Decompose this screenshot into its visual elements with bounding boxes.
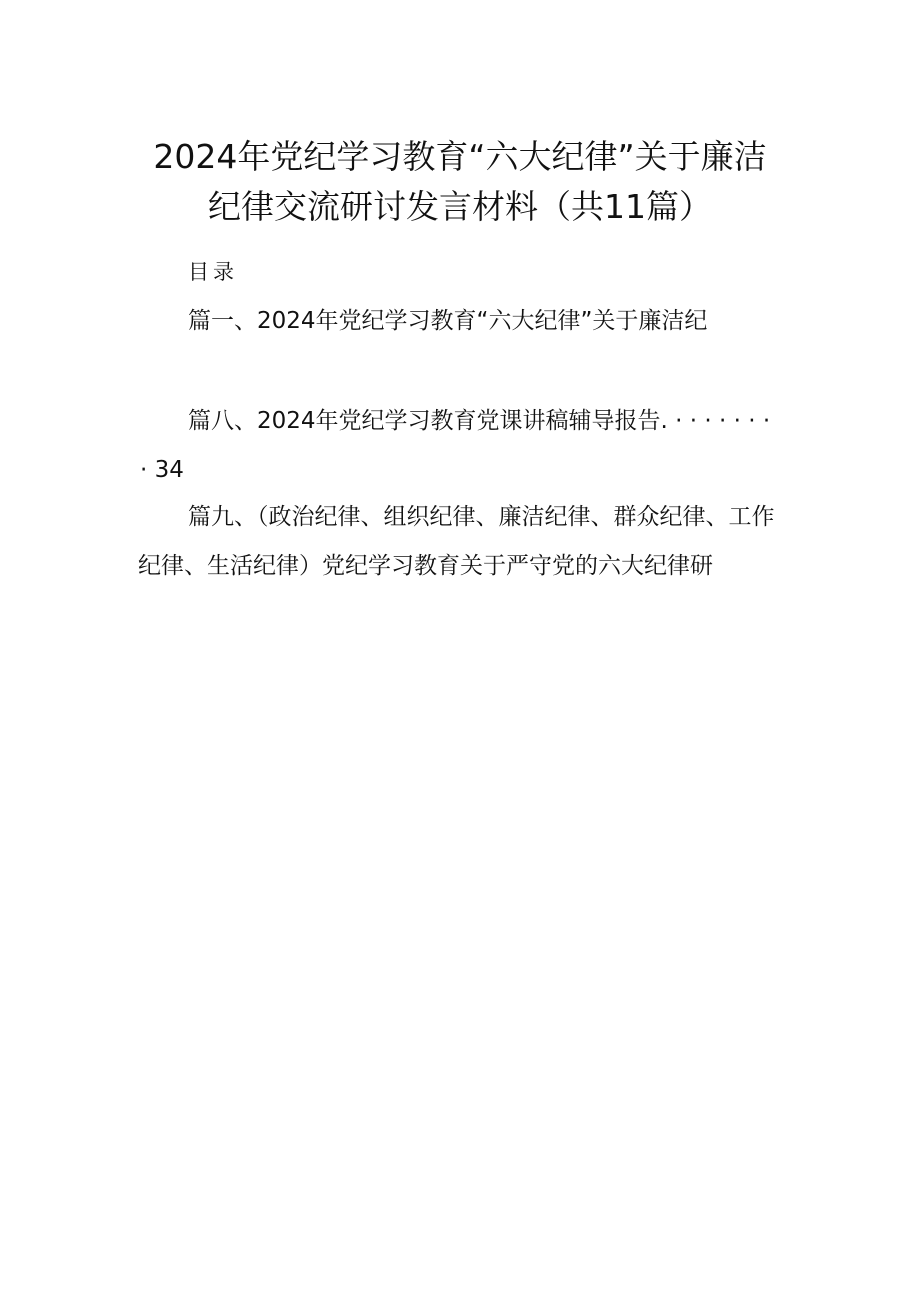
toc-entry-8: 篇八、2024年党纪学习教育党课讲稿辅导报告. · · · · · · · <box>188 408 771 434</box>
toc-entry-1: 篇一、2024年党纪学习教育“六大纪律”关于廉洁纪 <box>188 308 708 334</box>
toc-entry-8-page: · 34 <box>140 457 184 483</box>
document-title-line-1: 2024年党纪学习教育“六大纪律”关于廉洁 <box>153 137 767 176</box>
document-title-line-2: 纪律交流研讨发言材料（共11篇） <box>208 187 712 226</box>
toc-entry-9-continuation: 纪律、生活纪律）党纪学习教育关于严守党的六大纪律研 <box>138 553 713 579</box>
toc-entry-9: 篇九、（政治纪律、组织纪律、廉洁纪律、群众纪律、工作 <box>188 504 775 530</box>
toc-heading: 目录 <box>188 260 238 284</box>
